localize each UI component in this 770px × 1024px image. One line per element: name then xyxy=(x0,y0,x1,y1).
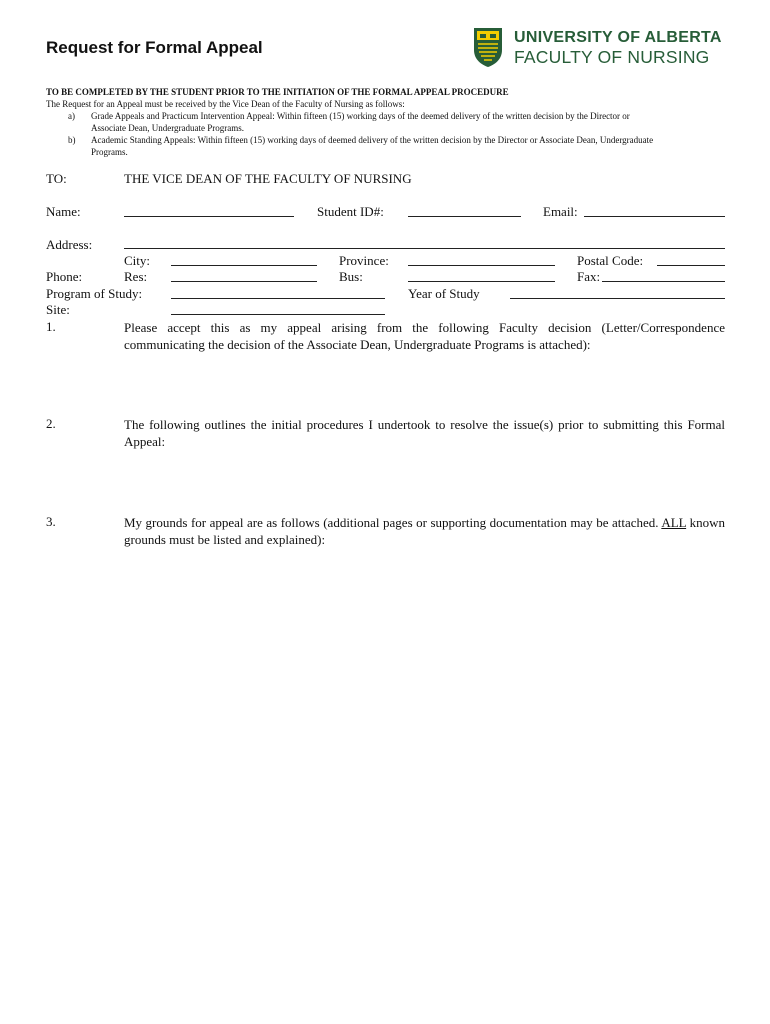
student-id-field[interactable] xyxy=(408,216,521,217)
section-2-text: The following outlines the initial procedures I undertook to resolve the issue(s) prior to submitting this Formal Appeal: xyxy=(124,417,725,449)
procedure-item-text: Associate Dean, Undergraduate Programs. xyxy=(91,123,245,133)
procedure-item-text: Academic Standing Appeals: Within fifteen (15) working days of deemed delivery of the written decision by the Director or Associate Dean, Undergraduate xyxy=(91,135,654,145)
page-title: Request for Formal Appeal xyxy=(46,38,263,57)
section-3-answer-area[interactable] xyxy=(124,552,725,972)
city-label: City: xyxy=(124,253,151,268)
site-field[interactable] xyxy=(171,314,385,315)
fax-field[interactable] xyxy=(602,281,725,282)
fax-label: Fax: xyxy=(577,269,601,284)
section-1-answer-area[interactable] xyxy=(124,356,725,406)
section-3-text xyxy=(124,514,725,548)
to-recipient: THE VICE DEAN OF THE FACULTY OF NURSING xyxy=(124,171,412,186)
year-of-study-label: Year of Study xyxy=(408,286,480,301)
res-label: Res: xyxy=(124,269,148,284)
bus-label: Bus: xyxy=(339,269,363,284)
year-of-study-field[interactable] xyxy=(510,298,725,299)
procedure-item xyxy=(46,110,726,134)
site-label: Site: xyxy=(46,302,70,317)
province-label: Province: xyxy=(339,253,389,268)
procedure-item-text: Grade Appeals and Practicum Intervention Appeal: Within fifteen (15) working days of the deemed delivery of the written decision by the Director or xyxy=(91,111,630,121)
name-field[interactable] xyxy=(124,216,294,217)
email-label: Email: xyxy=(543,204,578,219)
logo-university-name: UNIVERSITY OF ALBERTA xyxy=(514,29,722,46)
procedure-item-label: b) xyxy=(68,135,76,145)
procedure-intro: The Request for an Appeal must be received by the Vice Dean of the Faculty of Nursing as follows: xyxy=(46,99,405,109)
procedure-item-text: Programs. xyxy=(91,147,128,157)
section-number: 2. xyxy=(46,416,56,431)
address-label: Address: xyxy=(46,237,93,252)
section-number: 1. xyxy=(46,319,56,334)
procedure-item-label: a) xyxy=(68,111,75,121)
program-field[interactable] xyxy=(171,298,385,299)
name-label: Name: xyxy=(46,204,81,219)
section-3-text-after: known grounds must be listed and explained): xyxy=(124,515,726,547)
procedure-item xyxy=(46,134,726,158)
section-1-text: Please accept this as my appeal arising from the following Faculty decision (Letter/Correspondence communicating the decision of the Associate Dean, Undergraduate Programs is attached): xyxy=(124,320,725,352)
program-label: Program of Study: xyxy=(46,286,143,301)
university-logo xyxy=(472,26,732,72)
phone-label: Phone: xyxy=(46,269,83,284)
section-number: 3. xyxy=(46,514,56,529)
email-field[interactable] xyxy=(584,216,725,217)
student-id-label: Student ID#: xyxy=(317,204,384,219)
university-crest-icon xyxy=(472,26,504,73)
logo-faculty-name: FACULTY OF NURSING xyxy=(514,47,710,67)
bus-phone-field[interactable] xyxy=(408,281,555,282)
section-2-answer-area[interactable] xyxy=(124,453,725,503)
res-phone-field[interactable] xyxy=(171,281,317,282)
section-3-text-emphasis: ALL xyxy=(661,515,687,530)
city-field[interactable] xyxy=(171,265,317,266)
postal-code-label: Postal Code: xyxy=(577,253,644,268)
address-field[interactable] xyxy=(124,248,725,249)
procedure-heading: TO BE COMPLETED BY THE STUDENT PRIOR TO THE INITIATION OF THE FORMAL APPEAL PROCEDURE xyxy=(46,87,509,97)
section-3-text-before: My grounds for appeal are as follows (additional pages or supporting documentation may be attached. xyxy=(124,515,662,530)
postal-code-field[interactable] xyxy=(657,265,725,266)
to-label: TO: xyxy=(46,171,67,186)
province-field[interactable] xyxy=(408,265,555,266)
